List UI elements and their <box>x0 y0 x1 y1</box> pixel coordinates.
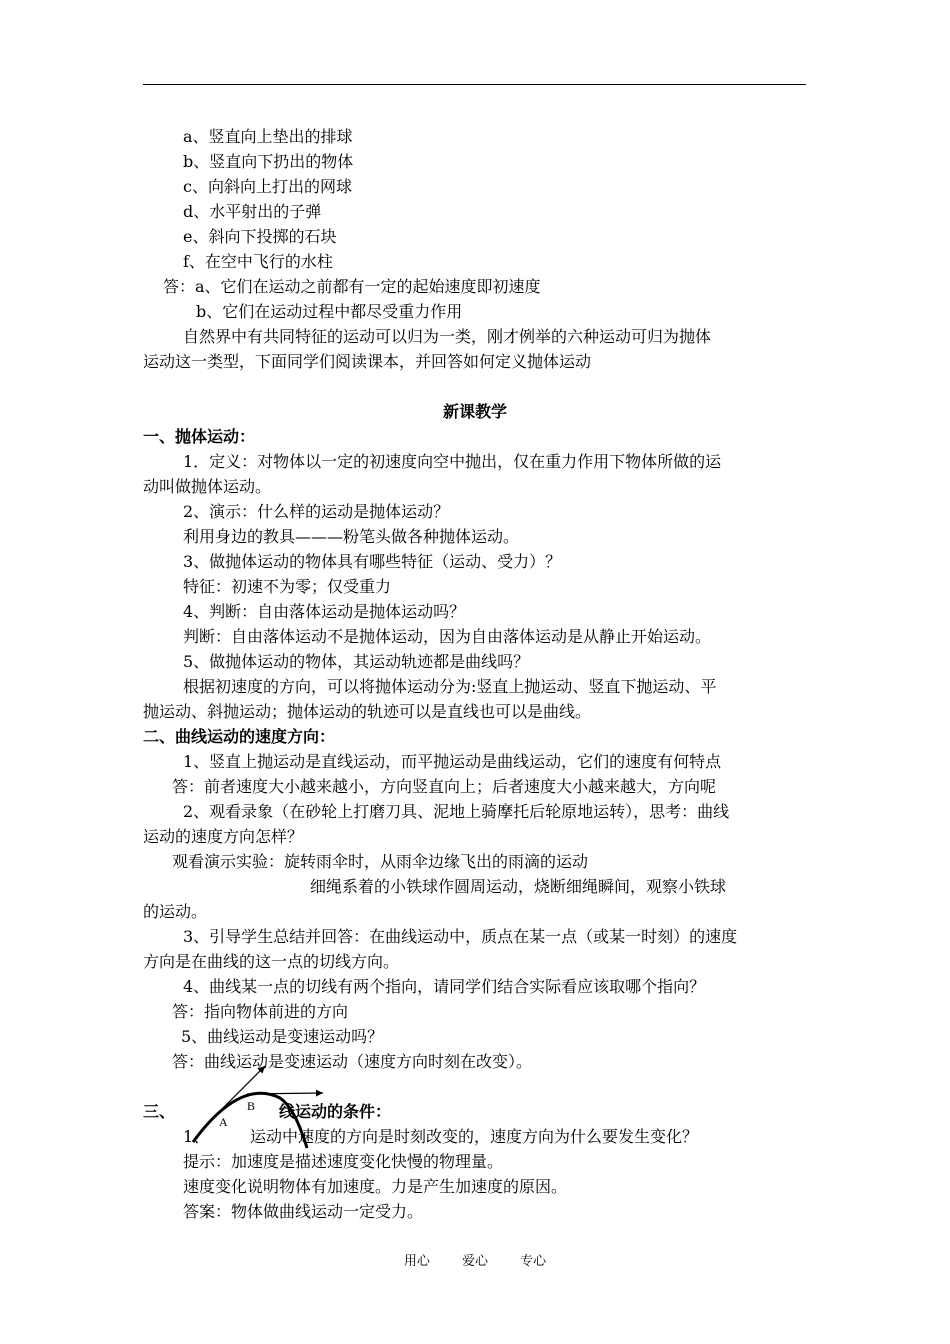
page-footer <box>0 1250 950 1269</box>
question-line: 5、做抛体运动的物体，其运动轨迹都是曲线吗？ <box>183 652 530 671</box>
question-line: 2、观看录象（在砂轮上打磨刀具、泥地上骑摩托后轮原地运转），思考：曲线 <box>183 802 730 821</box>
list-item: e、斜向下投掷的石块 <box>183 227 337 246</box>
paragraph-line: 1．定义：对物体以一定的初速度向空中抛出，仅在重力作用下物体所做的运 <box>183 452 722 471</box>
paragraph-line: 速度变化说明物体有加速度。力是产生加速度的原因。 <box>183 1177 568 1196</box>
section-title: 新课教学 <box>442 402 507 421</box>
question-line: 运动的速度方向怎样？ <box>143 827 304 846</box>
heading-3-suffix: 线运动的条件： <box>279 1102 392 1121</box>
paragraph-line: 方向是在曲线的这一点的切线方向。 <box>143 952 400 971</box>
footer-word: 爱心 <box>461 1254 488 1269</box>
question-line: 2、演示：什么样的运动是抛体运动？ <box>183 502 450 521</box>
point-b-label: B <box>247 1099 256 1113</box>
answer-line: b、它们在运动过程中都尽受重力作用 <box>196 302 463 321</box>
question-line: 1、竖直上抛运动是直线运动，而平抛运动是曲线运动，它们的速度有何特点 <box>183 752 722 771</box>
paragraph-line: 动叫做抛体运动。 <box>143 477 272 496</box>
paragraph-line: 根据初速度的方向，可以将抛体运动分为:竖直上抛运动、竖直下抛运动、平 <box>183 677 717 696</box>
question-line: 3、引导学生总结并回答：在曲线运动中，质点在某一点（或某一时刻）的速度 <box>183 927 738 946</box>
answer-line: 判断：自由落体运动不是抛体运动，因为自由落体运动是从静止开始运动。 <box>183 627 712 646</box>
list-item: f、在空中飞行的水柱 <box>183 252 333 271</box>
answer-line: 答：前者速度大小越来越小，方向竖直向上；后者速度大小越来越大，方向呢 <box>172 777 717 796</box>
paragraph-line: 抛运动、斜抛运动；抛体运动的轨迹可以是直线也可以是曲线。 <box>143 702 592 721</box>
paragraph-line: 观看演示实验：旋转雨伞时，从雨伞边缘飞出的雨滴的运动 <box>172 852 589 871</box>
heading-1: 一、抛体运动： <box>143 427 256 446</box>
hint-line: 提示：加速度是描述速度变化快慢的物理量。 <box>183 1152 504 1171</box>
answer-line: 利用身边的教具———粉笔头做各种抛体运动。 <box>183 527 520 546</box>
list-item: a、竖直向上垫出的排球 <box>183 127 353 146</box>
paragraph-line: 的运动。 <box>143 902 208 921</box>
list-item: c、向斜向上打出的网球 <box>183 177 352 196</box>
answer-line: 答：a、它们在运动之前都有一定的起始速度即初速度 <box>163 277 541 296</box>
list-item: b、竖直向下扔出的物体 <box>183 152 354 171</box>
question-number: 1、 <box>183 1127 210 1146</box>
question-line: 3、做抛体运动的物体具有哪些特征（运动、受力）？ <box>183 552 562 571</box>
paragraph-line: 自然界中有共同特征的运动可以归为一类，刚才例举的六种运动可归为抛体 <box>183 327 712 346</box>
footer-word: 用心 <box>403 1254 430 1269</box>
tangent-arrow-a <box>205 1066 265 1126</box>
paragraph-line: 细绳系着的小铁球作圆周运动，烧断细绳瞬间，观察小铁球 <box>310 877 727 896</box>
heading-3-prefix: 三、 <box>143 1102 176 1121</box>
question-line: 4、判断：自由落体运动是抛体运动吗？ <box>183 602 466 621</box>
question-line: 4、曲线某一点的切线有两个指向，请同学们结合实际看应该取哪个指向？ <box>183 977 706 996</box>
question-line: 运动中速度的方向是时刻改变的，速度方向为什么要发生变化？ <box>250 1127 699 1146</box>
heading-2: 二、曲线运动的速度方向： <box>143 727 336 746</box>
list-item: d、水平射出的子弹 <box>183 202 322 221</box>
question-line: 5、曲线运动是变速运动吗？ <box>181 1027 384 1046</box>
footer-word: 专心 <box>520 1254 547 1269</box>
answer-line: 答案：物体做曲线运动一定受力。 <box>183 1202 424 1221</box>
answer-line: 答：指向物体前进的方向 <box>172 1002 349 1021</box>
answer-line: 特征：初速不为零；仅受重力 <box>183 577 392 596</box>
point-a-label: A <box>219 1115 228 1129</box>
header-rule <box>143 84 806 85</box>
paragraph-line: 运动这一类型，下面同学们阅读课本，并回答如何定义抛体运动 <box>143 352 592 371</box>
answer-line: 答：曲线运动是变速运动（速度方向时刻在改变）。 <box>172 1052 533 1071</box>
